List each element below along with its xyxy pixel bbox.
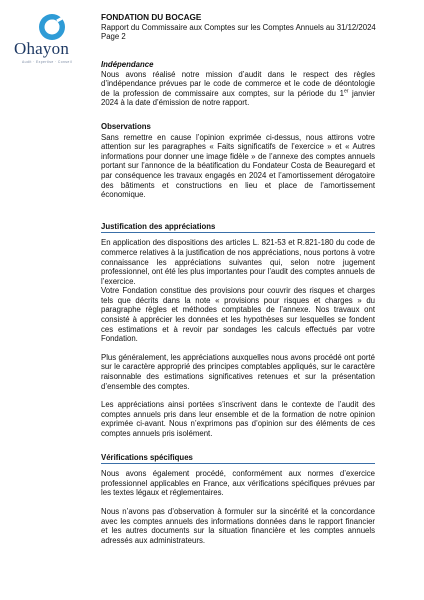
organization-name: FONDATION DU BOCAGE bbox=[101, 13, 202, 22]
page-number: Page 2 bbox=[101, 32, 126, 42]
document-body bbox=[101, 60, 375, 545]
independance-text-end: janvier 2024 à la date d’émission de notre rapport. bbox=[101, 88, 375, 108]
independance-text-sup: er bbox=[343, 88, 349, 95]
independance-title: Indépendance bbox=[101, 60, 154, 69]
verifications-paragraph: Nous n’avons pas d’observation à formuler sur la sincérité et la concordance avec les comptes annuels des informations données dans le rapport financier et les autres documents sur la situation financière et les comptes annuels adressés aux administrateurs. bbox=[101, 506, 375, 545]
justification-paragraph: En application des dispositions des articles L. 821-53 et R.821-180 du code de commerce relatives à la justification de nos appréciations, nous portons à votre connaissance les appréciations suivantes qui, selon notre jugement professionnel, ont été les plus importantes pour l’audit des comptes annuels de l’exercice. bbox=[101, 238, 375, 286]
independance-text-start: Nous avons réalisé notre mission d’audit dans le respect des règles d’indépendance prévues par le code de commerce et le code de déontologie de la profession de commissaire aux comptes, sur la période du 1 bbox=[101, 69, 375, 98]
verifications-section bbox=[101, 453, 375, 546]
observations-section bbox=[101, 122, 375, 200]
section-divider bbox=[101, 232, 375, 233]
section-divider bbox=[101, 463, 375, 464]
justification-paragraph: Votre Fondation constitue des provisions pour couvrir des risques et charges tels que décrits dans la note « provisions pour risques et charges » du paragraphe règles et méthodes comptables de l’annexe. Nos travaux ont consisté à apprécier les données et les hypothèses sur lesquelles se fondent ces estimations et à revoir par sondages les calculs effectués par votre Fondation. bbox=[101, 286, 375, 344]
justification-paragraph: Les appréciations ainsi portées s’inscrivent dans le contexte de l’audit des comptes annuels pris dans leur ensemble et de la formation de notre opinion exprimée ci-avant. Nous n’exprimons pas d’opinion sur des éléments de ces comptes annuels pris isolément. bbox=[101, 400, 375, 438]
logo-tagline: Audit · Expertise · Conseil bbox=[22, 60, 72, 64]
justification-section bbox=[101, 222, 375, 439]
ohayon-logo bbox=[14, 12, 90, 64]
verifications-title: Vérifications spécifiques bbox=[101, 452, 193, 462]
independance-section bbox=[101, 60, 375, 108]
independance-text bbox=[101, 70, 375, 108]
ohayon-logo-mark-icon bbox=[32, 12, 72, 42]
observations-title: Observations bbox=[101, 121, 151, 131]
observations-text: Sans remettre en cause l’opinion exprimée ci-dessus, nous attirons votre attention sur les paragraphes « Faits significatifs de l’exercice » et « Autres informations pour donner une image fidèle » de l’annexe des comptes annuels portant sur l’annonce de la béatification du Fondateur Costa de Beauregard et par conséquence les travaux engagés en 2024 et l’amortissement dérogatoire des bâtiments et constructions en lieu et place de l’amortissement économique. bbox=[101, 132, 375, 200]
justification-title: Justification des appréciations bbox=[101, 221, 216, 231]
page-header bbox=[101, 13, 411, 42]
verifications-paragraph: Nous avons également procédé, conformément aux normes d’exercice professionnel applicables en France, aux vérifications spécifiques prévues par les textes légaux et réglementaires. bbox=[101, 469, 375, 498]
justification-paragraph: Plus généralement, les appréciations auxquelles nous avons procédé ont porté sur le caractère approprié des principes comptables appliqués, sur le caractère raisonnable des estimations significatives retenues et sur la présentation d’ensemble des comptes. bbox=[101, 352, 375, 391]
logo-name: Ohayon bbox=[14, 39, 70, 58]
report-title: Rapport du Commissaire aux Comptes sur les Comptes Annuels au 31/12/2024 bbox=[101, 22, 376, 32]
